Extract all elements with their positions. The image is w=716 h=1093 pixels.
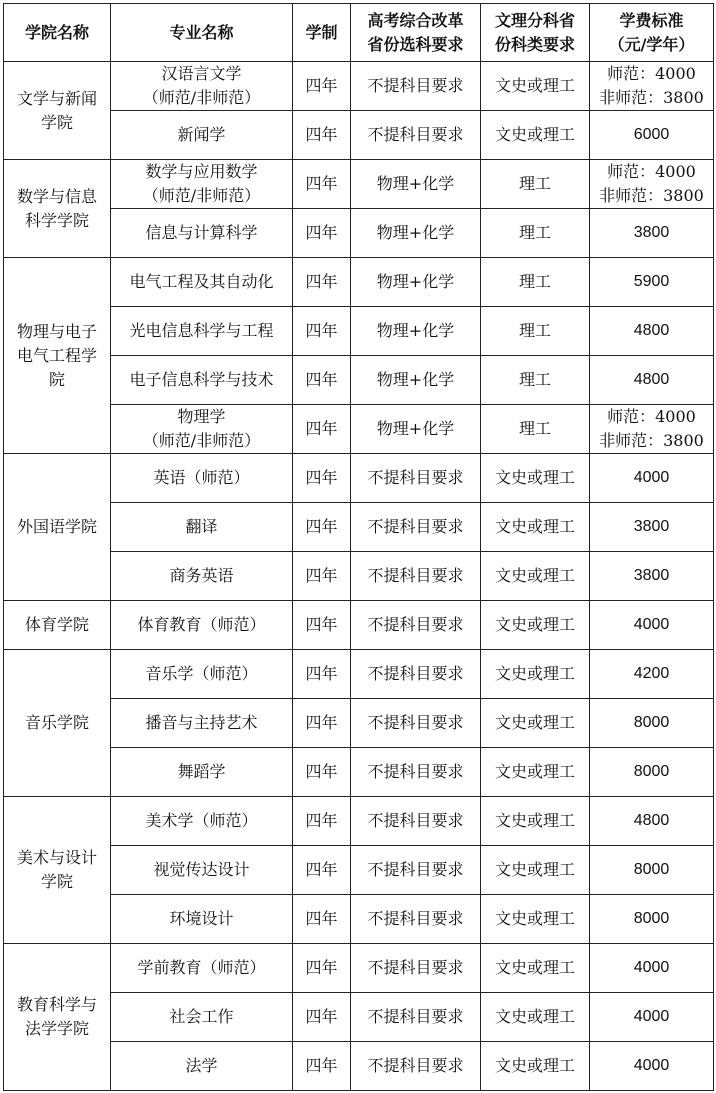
college-name-cell [4,944,111,1091]
tuition-cell [590,258,714,307]
major-name: 美术学（师范） [145,811,258,830]
table-row [4,307,714,356]
college-name: 科学学院 [24,210,89,230]
tuition-cell [590,405,714,454]
major-name: 翻译 [185,517,218,536]
table-row [4,601,714,650]
years-cell: 四年 [293,993,351,1042]
tuition-value: 4800 [633,812,670,829]
tuition-value: 3800 [633,518,670,535]
college-name-cell [4,601,111,650]
major-name: 光电信息科学与工程 [129,321,274,340]
major-name: 音乐学（师范） [145,664,258,683]
college-name: 体育学院 [24,615,89,634]
college-name: 物理与电子 [16,321,97,341]
major-name: 舞蹈学 [177,762,226,781]
college-name: 学院 [40,112,73,132]
subject-requirement-cell: 不提科目要求 [351,895,481,944]
college-name: 外国语学院 [16,517,97,536]
track-requirement-cell: 理工 [481,160,590,209]
table-row [4,356,714,405]
major-name: 视觉传达设计 [153,860,250,879]
major-name-cell [111,993,293,1042]
tuition-value: 8000 [633,763,670,780]
major-name-cell [111,748,293,797]
major-name-cell [111,160,293,209]
tuition-cell [590,993,714,1042]
subject-requirement-cell: 不提科目要求 [351,1042,481,1091]
major-name: （师范/非师范） [142,88,261,107]
major-name: 播音与主持艺术 [145,713,258,732]
tuition-cell [590,944,714,993]
major-name: 汉语言文学 [161,64,242,83]
table-body [4,62,714,1091]
major-name-cell [111,503,293,552]
tuition-value: 师范：4000 [607,162,696,181]
college-name: 数学与信息 [16,186,97,206]
track-requirement-cell: 理工 [481,307,590,356]
major-name: 体育教育（师范） [137,615,266,634]
table-row [4,552,714,601]
table-row [4,699,714,748]
tuition-value: 4200 [633,665,670,682]
subject-requirement-cell: 物理+化学 [351,258,481,307]
major-name-cell [111,601,293,650]
major-name: （师范/非师范） [142,186,261,205]
track-requirement-cell: 文史或理工 [481,1042,590,1091]
track-requirement-cell: 文史或理工 [481,699,590,748]
tuition-value: 8000 [633,861,670,878]
major-name: 社会工作 [169,1007,234,1026]
major-name-cell [111,895,293,944]
years-cell: 四年 [293,601,351,650]
years-cell: 四年 [293,111,351,160]
tuition-cell [590,552,714,601]
subject-requirement-cell: 物理+化学 [351,307,481,356]
years-cell: 四年 [293,1042,351,1091]
college-name-cell [4,797,111,944]
track-requirement-cell: 文史或理工 [481,650,590,699]
table-row [4,62,714,111]
major-name: 电气工程及其自动化 [129,272,274,291]
tuition-value: 4000 [633,1008,670,1025]
major-name-cell [111,797,293,846]
track-requirement-cell: 理工 [481,405,590,454]
table-row [4,944,714,993]
tuition-value: 4000 [633,616,670,633]
subject-requirement-cell: 不提科目要求 [351,797,481,846]
years-cell: 四年 [293,944,351,993]
college-name: 音乐学院 [24,713,89,732]
track-requirement-cell: 文史或理工 [481,601,590,650]
years-cell: 四年 [293,454,351,503]
major-name-cell [111,650,293,699]
table-row [4,895,714,944]
tuition-cell [590,797,714,846]
table-row [4,111,714,160]
table-row [4,160,714,209]
major-name-cell [111,307,293,356]
years-cell: 四年 [293,405,351,454]
track-requirement-cell: 文史或理工 [481,111,590,160]
table-row [4,650,714,699]
track-requirement-cell: 文史或理工 [481,552,590,601]
major-name: 学前教育（师范） [137,958,266,977]
table-row [4,748,714,797]
years-cell: 四年 [293,699,351,748]
major-name-cell [111,699,293,748]
table-row [4,258,714,307]
major-name-cell [111,454,293,503]
years-cell: 四年 [293,650,351,699]
college-name: 美术与设计 [16,848,97,867]
track-requirement-cell: 文史或理工 [481,993,590,1042]
major-name-cell [111,1042,293,1091]
tuition-cell [590,356,714,405]
tuition-value: 非师范：3800 [599,431,704,450]
major-name: 数学与应用数学 [145,162,258,181]
years-cell: 四年 [293,307,351,356]
track-requirement-cell: 理工 [481,209,590,258]
major-name: 商务英语 [169,566,234,585]
college-name: 电气工程学 [16,345,97,365]
major-name: 英语（师范） [153,468,250,487]
years-cell: 四年 [293,503,351,552]
major-name-cell [111,944,293,993]
major-name-cell [111,405,293,454]
subject-requirement-cell: 不提科目要求 [351,944,481,993]
track-requirement-cell: 文史或理工 [481,454,590,503]
track-requirement-cell: 文史或理工 [481,503,590,552]
table-row [4,797,714,846]
track-requirement-cell: 文史或理工 [481,944,590,993]
tuition-value: 4800 [633,371,670,388]
subject-requirement-cell: 不提科目要求 [351,993,481,1042]
college-name-cell [4,650,111,797]
tuition-value: 8000 [633,714,670,731]
tuition-value: 师范：4000 [607,64,696,83]
track-requirement-cell: 理工 [481,356,590,405]
major-name-cell [111,356,293,405]
track-requirement-cell: 文史或理工 [481,797,590,846]
major-name: 信息与计算科学 [145,223,258,242]
table-row [4,993,714,1042]
major-name-cell [111,846,293,895]
subject-requirement-cell: 不提科目要求 [351,748,481,797]
track-requirement-cell: 文史或理工 [481,846,590,895]
header-row [4,4,714,62]
major-name-cell [111,62,293,111]
years-cell: 四年 [293,748,351,797]
major-name-cell [111,111,293,160]
table-row [4,209,714,258]
college-name-cell [4,62,111,160]
subject-requirement-cell: 不提科目要求 [351,699,481,748]
table-row [4,503,714,552]
tuition-cell [590,895,714,944]
college-name-cell [4,160,111,258]
major-name: （师范/非师范） [142,431,261,450]
tuition-value: 5900 [633,273,670,290]
years-cell: 四年 [293,209,351,258]
track-requirement-cell: 文史或理工 [481,748,590,797]
college-name: 文学与新闻 [16,88,97,108]
tuition-cell [590,454,714,503]
college-name: 院 [48,369,65,389]
college-name: 法学学院 [24,1019,89,1038]
tuition-value: 非师范：3800 [599,88,704,107]
years-cell: 四年 [293,258,351,307]
tuition-value: 4000 [633,1057,670,1074]
tuition-value: 3800 [633,567,670,584]
tuition-cell [590,111,714,160]
track-requirement-cell: 文史或理工 [481,62,590,111]
tuition-cell [590,748,714,797]
tuition-cell [590,307,714,356]
major-name: 新闻学 [177,125,226,144]
tuition-cell [590,1042,714,1091]
table-row [4,454,714,503]
header-track-requirement: 文理分科省 份科类要求 [481,4,590,62]
header-subject-requirement: 高考综合改革 省份选科要求 [351,4,481,62]
subject-requirement-cell: 不提科目要求 [351,552,481,601]
header-college: 学院名称 [4,4,111,62]
major-name: 环境设计 [169,909,234,928]
college-name-cell [4,258,111,454]
table-row [4,405,714,454]
table-row [4,846,714,895]
tuition-value: 6000 [633,126,670,143]
header-years: 学制 [293,4,351,62]
tuition-cell [590,601,714,650]
tuition-value: 8000 [633,910,670,927]
years-cell: 四年 [293,846,351,895]
header-tuition: 学费标准 （元/学年） [590,4,714,62]
tuition-cell [590,846,714,895]
tuition-cell [590,699,714,748]
subject-requirement-cell: 不提科目要求 [351,111,481,160]
college-name-cell [4,454,111,601]
subject-requirement-cell: 不提科目要求 [351,454,481,503]
subject-requirement-cell: 不提科目要求 [351,650,481,699]
years-cell: 四年 [293,356,351,405]
major-name-cell [111,552,293,601]
subject-requirement-cell: 不提科目要求 [351,846,481,895]
tuition-cell [590,650,714,699]
table-row [4,1042,714,1091]
major-name: 法学 [185,1056,218,1075]
years-cell: 四年 [293,160,351,209]
subject-requirement-cell: 不提科目要求 [351,62,481,111]
years-cell: 四年 [293,895,351,944]
years-cell: 四年 [293,552,351,601]
tuition-cell [590,209,714,258]
years-cell: 四年 [293,62,351,111]
major-name: 物理学 [177,407,226,426]
major-name: 电子信息科学与技术 [129,370,274,389]
major-name-cell [111,209,293,258]
college-name: 学院 [40,872,73,891]
tuition-cell [590,62,714,111]
subject-requirement-cell: 物理+化学 [351,356,481,405]
tuition-cell [590,160,714,209]
header-major: 专业名称 [111,4,293,62]
years-cell: 四年 [293,797,351,846]
tuition-value: 3800 [633,224,670,241]
track-requirement-cell: 理工 [481,258,590,307]
tuition-value: 非师范：3800 [599,186,704,205]
subject-requirement-cell: 不提科目要求 [351,503,481,552]
tuition-cell [590,503,714,552]
tuition-value: 4800 [633,322,670,339]
subject-requirement-cell: 物理+化学 [351,160,481,209]
tuition-value: 4000 [633,959,670,976]
tuition-table [3,3,714,1091]
subject-requirement-cell: 不提科目要求 [351,601,481,650]
college-name: 教育科学与 [16,995,97,1014]
tuition-value: 师范：4000 [607,407,696,426]
subject-requirement-cell: 物理+化学 [351,209,481,258]
tuition-value: 4000 [633,469,670,486]
major-name-cell [111,258,293,307]
track-requirement-cell: 文史或理工 [481,895,590,944]
subject-requirement-cell: 物理+化学 [351,405,481,454]
